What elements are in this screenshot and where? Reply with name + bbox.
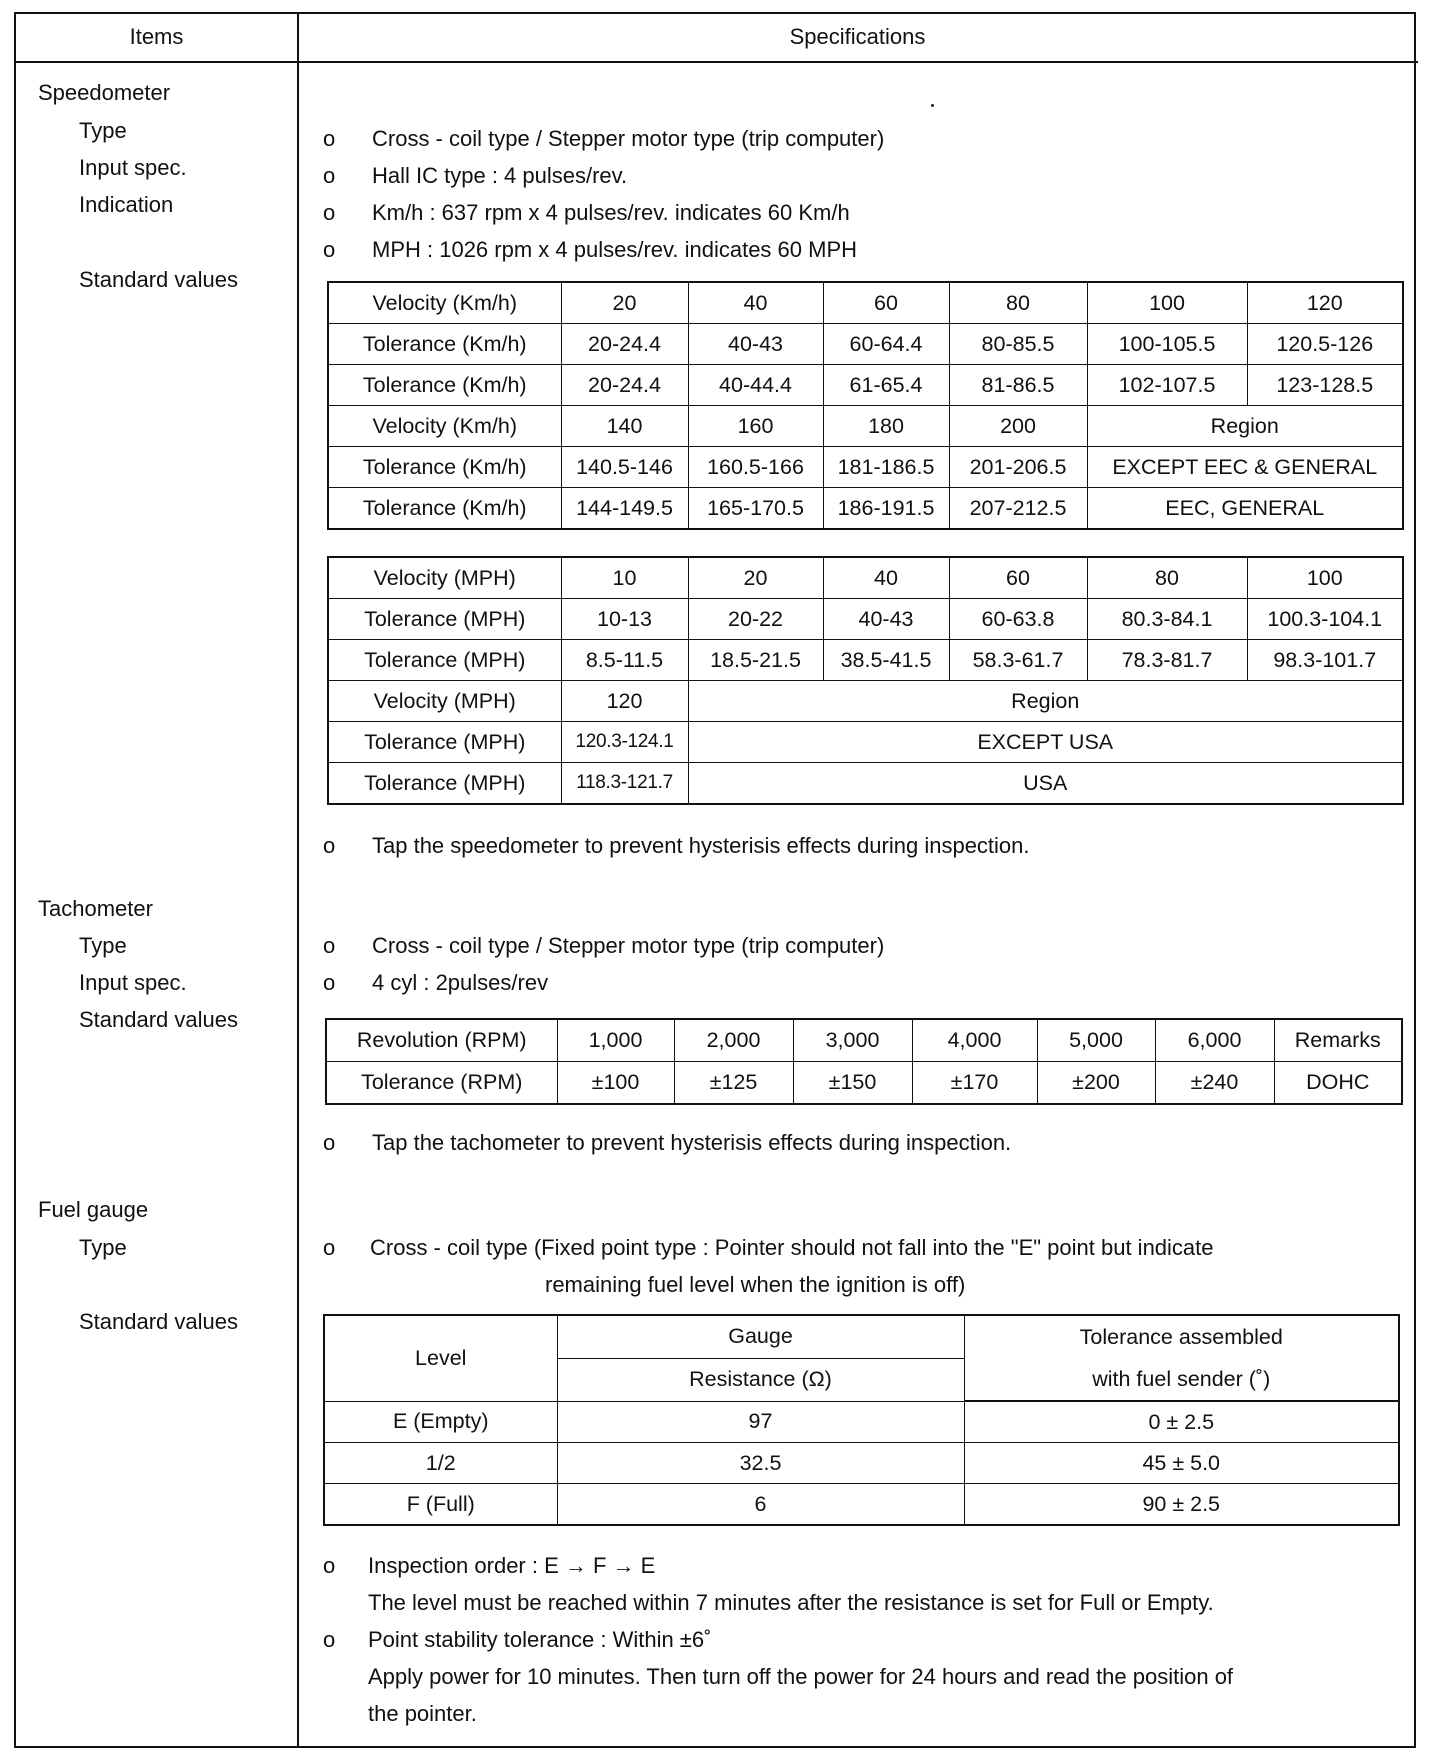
cell: Tolerance (MPH) <box>328 599 561 640</box>
cell: 1,000 <box>557 1019 674 1062</box>
region-cell: EXCEPT EEC & GENERAL <box>1087 447 1403 488</box>
cell: 140 <box>561 406 688 447</box>
speedo-input-text: Hall IC type : 4 pulses/rev. <box>372 163 628 188</box>
speedo-type-text: Cross - coil type / Stepper motor type (trip computer) <box>372 126 885 151</box>
cell: 1/2 <box>324 1443 557 1484</box>
table-row <box>324 1484 1399 1526</box>
fuel-gauge-table <box>323 1314 1400 1526</box>
table-row <box>326 1019 1402 1062</box>
bullet-icon: o <box>323 200 336 225</box>
cell: 60 <box>823 282 949 324</box>
cell: 160 <box>688 406 823 447</box>
label-input-spec: Input spec. <box>79 970 187 995</box>
cell: 40-43 <box>688 324 823 365</box>
speedo-indication-mph: MPH : 1026 rpm x 4 pulses/rev. indicates 60 MPH <box>372 237 858 262</box>
cell: 144-149.5 <box>561 488 688 530</box>
cell: 180 <box>823 406 949 447</box>
cell: 181-186.5 <box>823 447 949 488</box>
label-standard-values: Standard values <box>79 1007 238 1032</box>
header-specifications: Specifications <box>789 24 926 49</box>
cell: 80 <box>1087 557 1247 599</box>
bullet-icon: o <box>323 1627 336 1652</box>
cell: 0 ± 2.5 <box>964 1401 1399 1443</box>
cell: Revolution (RPM) <box>326 1019 557 1062</box>
region-cell: USA <box>688 763 1403 805</box>
cell: 61-65.4 <box>823 365 949 406</box>
cell: 120.3-124.1 <box>561 722 688 763</box>
table-row <box>328 557 1403 599</box>
item-fuel-gauge: Fuel gauge <box>38 1197 149 1222</box>
cell: Velocity (MPH) <box>328 681 561 722</box>
kmh-tolerance-table <box>327 281 1404 530</box>
bullet-icon: o <box>323 970 336 995</box>
cell: 186-191.5 <box>823 488 949 530</box>
tach-input-text: 4 cyl : 2pulses/rev <box>372 970 549 995</box>
cell: 4,000 <box>912 1019 1037 1062</box>
bullet-icon: o <box>323 237 336 262</box>
header-items: Items <box>129 24 184 49</box>
table-row <box>328 365 1403 406</box>
cell: 120 <box>561 681 688 722</box>
region-header-cell: Region <box>688 681 1403 722</box>
cell: 32.5 <box>557 1443 964 1484</box>
cell: 140.5-146 <box>561 447 688 488</box>
cell: Tolerance (MPH) <box>328 722 561 763</box>
column-divider <box>297 12 299 1748</box>
scan-speck <box>931 104 934 107</box>
cell: 60-63.8 <box>949 599 1087 640</box>
cell: Velocity (Km/h) <box>328 406 561 447</box>
cell: 20-24.4 <box>561 324 688 365</box>
table-row <box>324 1401 1399 1443</box>
table-row <box>328 763 1403 805</box>
cell: ±240 <box>1155 1062 1274 1105</box>
cell: 18.5-21.5 <box>688 640 823 681</box>
stability-note-1: Apply power for 10 minutes. Then turn off the power for 24 hours and read the position of <box>368 1664 1234 1689</box>
stability-note-2: the pointer. <box>368 1701 477 1726</box>
cell: 6 <box>557 1484 964 1526</box>
cell: 120 <box>1247 282 1403 324</box>
cell: 3,000 <box>793 1019 912 1062</box>
tolerance-header-line-2: with fuel sender (˚) <box>1092 1367 1271 1391</box>
cell: 6,000 <box>1155 1019 1274 1062</box>
cell: 80.3-84.1 <box>1087 599 1247 640</box>
cell: 20-24.4 <box>561 365 688 406</box>
inspection-note: The level must be reached within 7 minutes after the resistance is set for Full or Empty. <box>368 1590 1214 1615</box>
cell: Remarks <box>1274 1019 1402 1062</box>
tachometer-tolerance-table <box>325 1018 1403 1105</box>
bullet-icon: o <box>323 1553 336 1578</box>
bullet-icon: o <box>323 833 336 858</box>
cell: 100 <box>1247 557 1403 599</box>
inspection-order: Inspection order : E → F → E <box>368 1553 656 1578</box>
item-tachometer: Tachometer <box>38 896 153 921</box>
cell: 40 <box>823 557 949 599</box>
table-row <box>328 599 1403 640</box>
cell: ±125 <box>674 1062 793 1105</box>
fuel-type-text-2: remaining fuel level when the ignition is off) <box>545 1272 966 1297</box>
bullet-icon: o <box>323 126 336 151</box>
cell: 78.3-81.7 <box>1087 640 1247 681</box>
cell: 100-105.5 <box>1087 324 1247 365</box>
region-cell: EXCEPT USA <box>688 722 1403 763</box>
bullet-icon: o <box>323 1130 336 1155</box>
label-standard-values: Standard values <box>79 1309 238 1334</box>
label-type: Type <box>79 933 127 958</box>
table-row <box>328 447 1403 488</box>
cell: 58.3-61.7 <box>949 640 1087 681</box>
cell: 10-13 <box>561 599 688 640</box>
cell: 81-86.5 <box>949 365 1087 406</box>
cell: 10 <box>561 557 688 599</box>
cell: 97 <box>557 1401 964 1443</box>
cell: 80-85.5 <box>949 324 1087 365</box>
cell: E (Empty) <box>324 1401 557 1443</box>
region-cell: EEC, GENERAL <box>1087 488 1403 530</box>
cell: 60 <box>949 557 1087 599</box>
bullet-icon: o <box>323 163 336 188</box>
cell: F (Full) <box>324 1484 557 1526</box>
cell: ±100 <box>557 1062 674 1105</box>
cell: 102-107.5 <box>1087 365 1247 406</box>
gauge-header: Gauge <box>557 1315 964 1358</box>
table-row <box>328 324 1403 365</box>
cell: 120.5-126 <box>1247 324 1403 365</box>
table-row <box>328 488 1403 530</box>
cell: 38.5-41.5 <box>823 640 949 681</box>
tach-note: Tap the tachometer to prevent hysterisis effects during inspection. <box>372 1130 1012 1155</box>
cell: 5,000 <box>1037 1019 1155 1062</box>
cell: 100 <box>1087 282 1247 324</box>
label-type: Type <box>79 1235 127 1260</box>
table-header-row <box>324 1315 1399 1358</box>
cell: Tolerance (Km/h) <box>328 488 561 530</box>
cell: Tolerance (Km/h) <box>328 365 561 406</box>
tolerance-header-line-1: Tolerance assembled <box>1079 1325 1283 1349</box>
speedo-note: Tap the speedometer to prevent hysterisis effects during inspection. <box>372 833 1030 858</box>
cell: 90 ± 2.5 <box>964 1484 1399 1526</box>
speedo-indication-kmh: Km/h : 637 rpm x 4 pulses/rev. indicates 60 Km/h <box>372 200 850 225</box>
table-row <box>328 722 1403 763</box>
label-type: Type <box>79 118 127 143</box>
cell: 45 ± 5.0 <box>964 1443 1399 1484</box>
cell: 2,000 <box>674 1019 793 1062</box>
label-input-spec: Input spec. <box>79 155 187 180</box>
label-indication: Indication <box>79 192 174 217</box>
cell: 8.5-11.5 <box>561 640 688 681</box>
cell: 80 <box>949 282 1087 324</box>
cell: 60-64.4 <box>823 324 949 365</box>
cell: 118.3-121.7 <box>561 763 688 805</box>
cell: Tolerance (MPH) <box>328 640 561 681</box>
cell: ±170 <box>912 1062 1037 1105</box>
cell: Tolerance (MPH) <box>328 763 561 805</box>
cell: 100.3-104.1 <box>1247 599 1403 640</box>
cell: 20-22 <box>688 599 823 640</box>
cell: Velocity (Km/h) <box>328 282 561 324</box>
region-header-cell: Region <box>1087 406 1403 447</box>
table-row <box>328 282 1403 324</box>
mph-tolerance-table <box>327 556 1404 805</box>
cell: 201-206.5 <box>949 447 1087 488</box>
cell: DOHC <box>1274 1062 1402 1105</box>
cell: 20 <box>561 282 688 324</box>
cell: 98.3-101.7 <box>1247 640 1403 681</box>
cell: ±150 <box>793 1062 912 1105</box>
cell: Tolerance (Km/h) <box>328 324 561 365</box>
tolerance-header <box>964 1315 1399 1401</box>
cell: 40 <box>688 282 823 324</box>
cell: 160.5-166 <box>688 447 823 488</box>
item-speedometer: Speedometer <box>38 80 171 105</box>
bullet-icon: o <box>323 933 336 958</box>
cell: 20 <box>688 557 823 599</box>
header-divider <box>14 61 1418 63</box>
tach-type-text: Cross - coil type / Stepper motor type (trip computer) <box>372 933 885 958</box>
cell: Tolerance (RPM) <box>326 1062 557 1105</box>
cell: 40-44.4 <box>688 365 823 406</box>
cell: Velocity (MPH) <box>328 557 561 599</box>
fuel-type-text-1: Cross - coil type (Fixed point type : Pointer should not fall into the "E" point but indicate <box>370 1235 1214 1260</box>
bullet-icon: o <box>323 1235 336 1260</box>
cell: Tolerance (Km/h) <box>328 447 561 488</box>
cell: 207-212.5 <box>949 488 1087 530</box>
label-standard-values: Standard values <box>79 267 238 292</box>
stability-tolerance: Point stability tolerance : Within ±6˚ <box>368 1627 712 1652</box>
cell: 123-128.5 <box>1247 365 1403 406</box>
cell: 40-43 <box>823 599 949 640</box>
table-row <box>324 1443 1399 1484</box>
resistance-header: Resistance (Ω) <box>557 1358 964 1401</box>
table-row <box>326 1062 1402 1105</box>
table-row <box>328 640 1403 681</box>
table-row <box>328 681 1403 722</box>
cell: 200 <box>949 406 1087 447</box>
table-row <box>328 406 1403 447</box>
level-header: Level <box>324 1315 557 1401</box>
cell: 165-170.5 <box>688 488 823 530</box>
cell: ±200 <box>1037 1062 1155 1105</box>
